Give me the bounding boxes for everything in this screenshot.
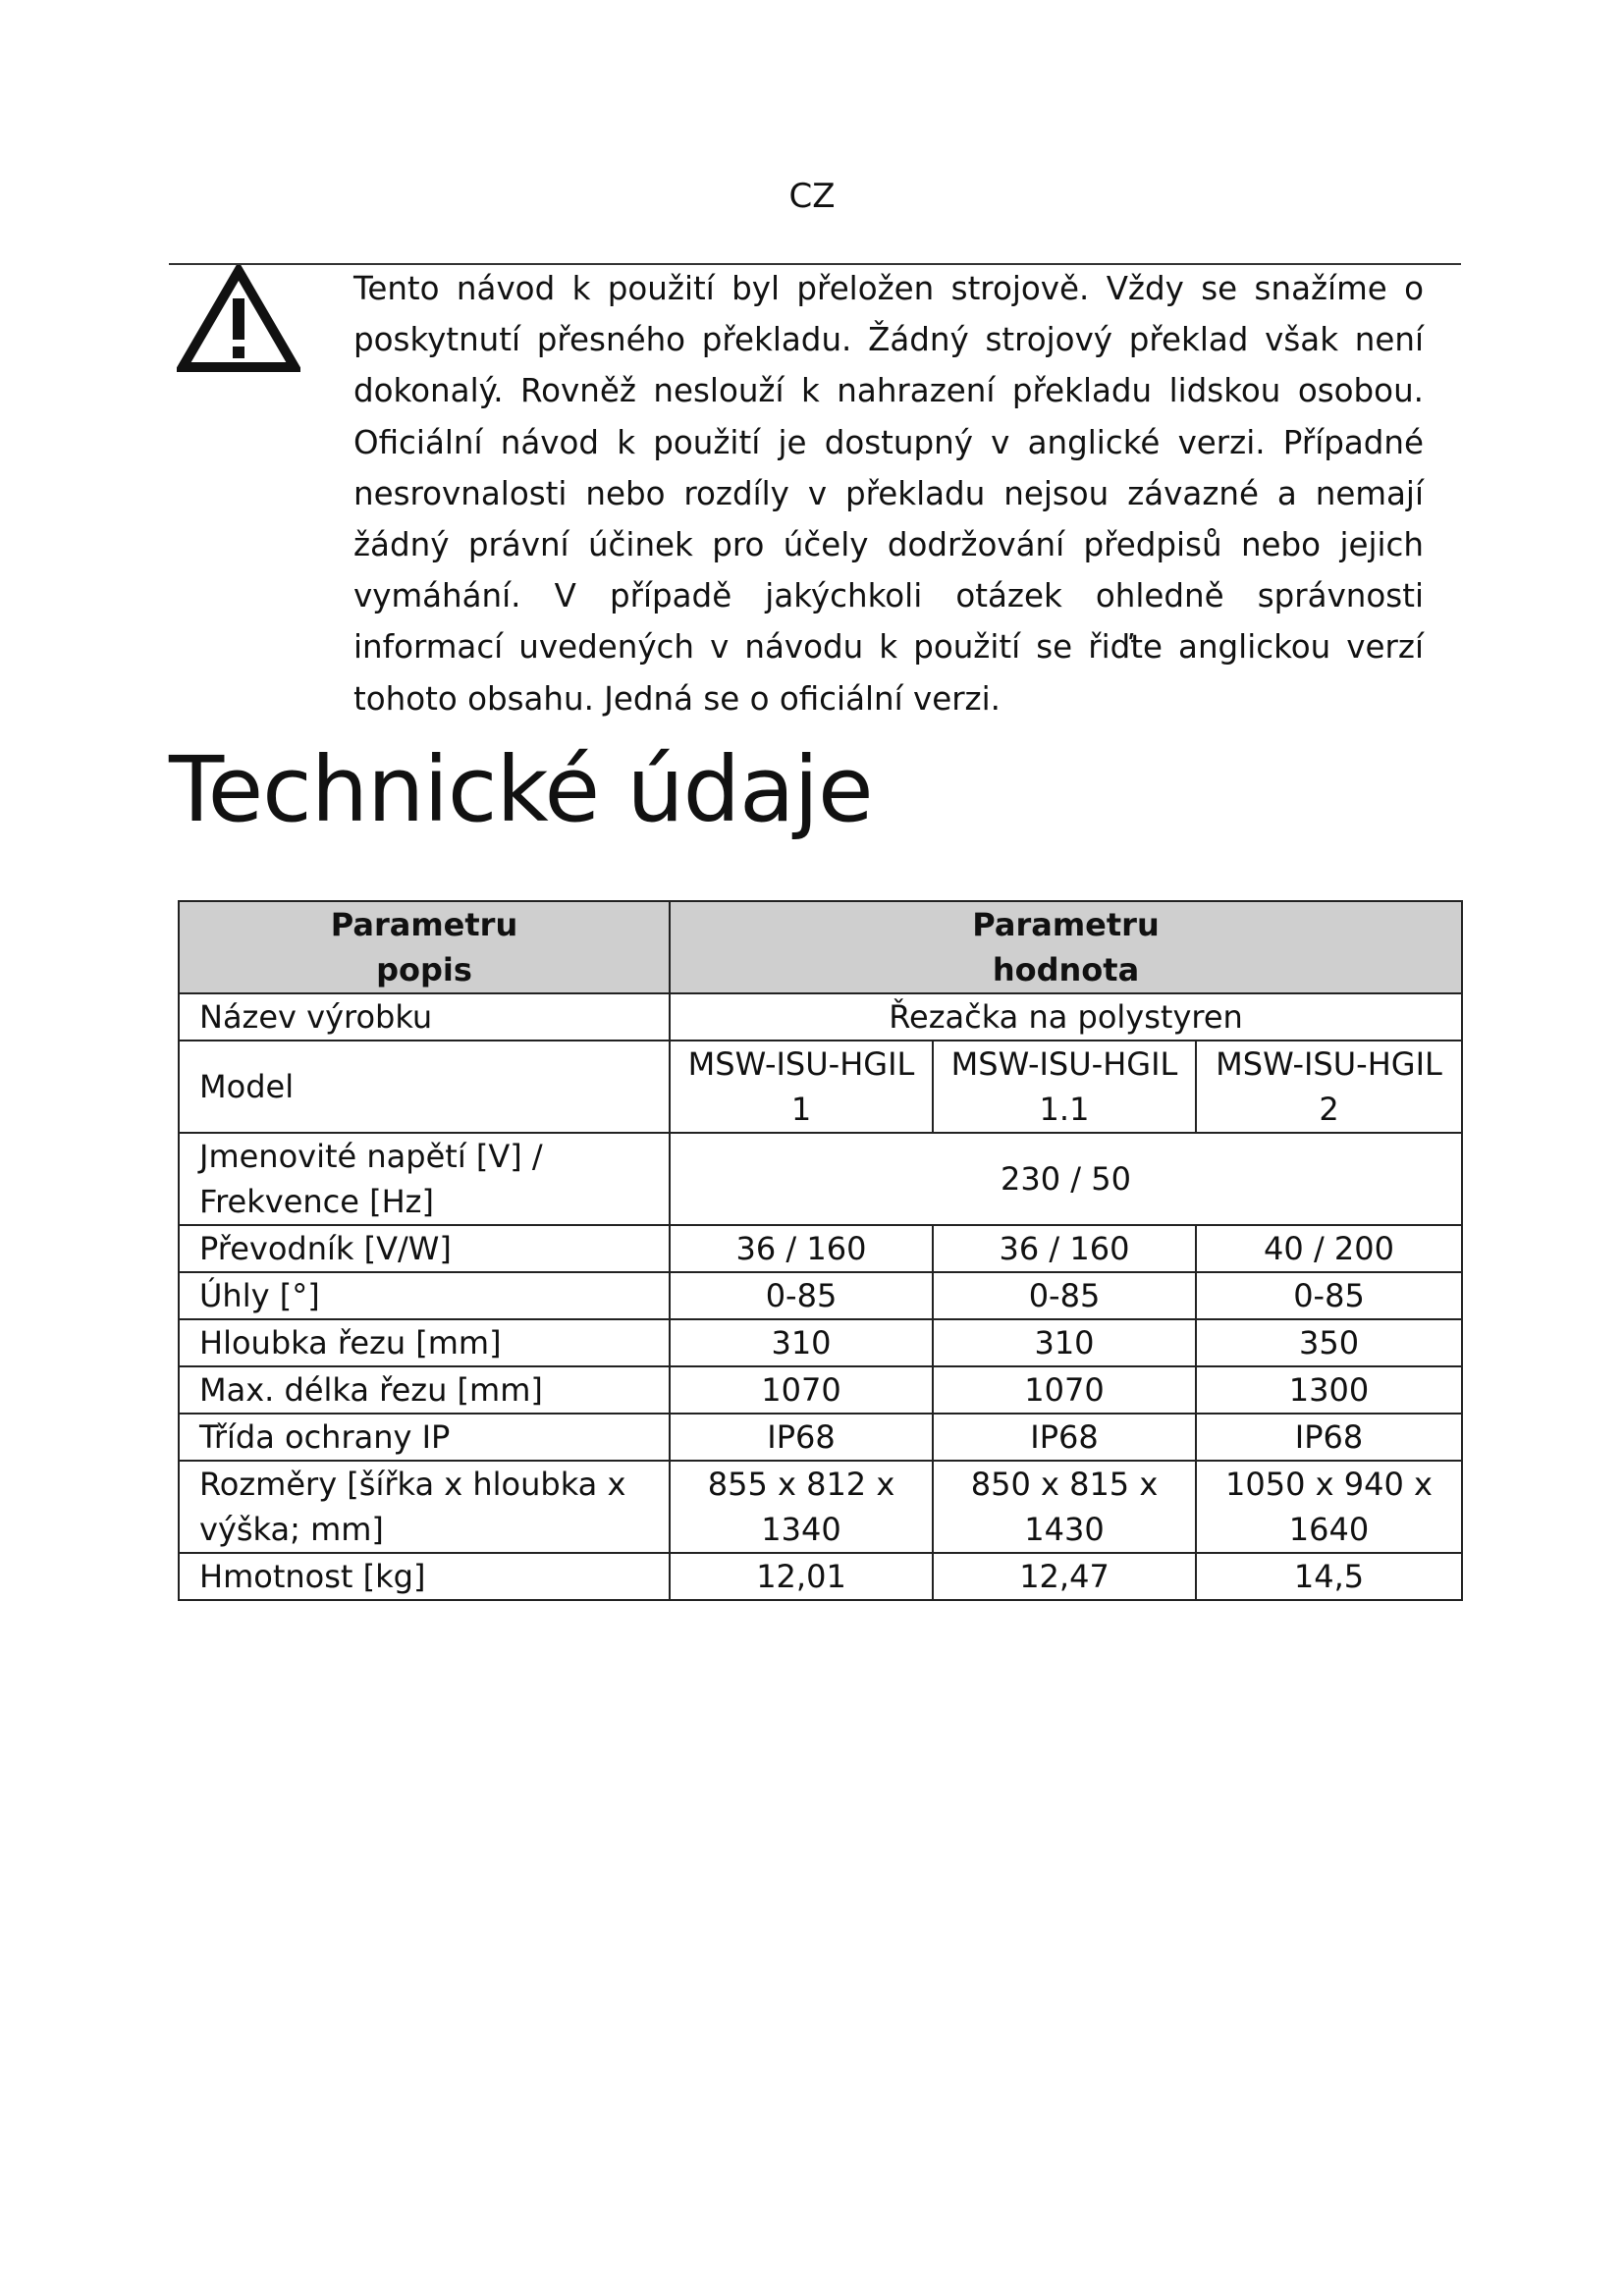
- table-row: [179, 1272, 1462, 1319]
- table-row: [179, 1041, 1462, 1133]
- row-label: Jmenovité napětí [V] / Frekvence [Hz]: [179, 1133, 670, 1225]
- cell-value: 850 x 815 x 1430: [933, 1461, 1196, 1553]
- cell-value: 0-85: [1196, 1272, 1462, 1319]
- table-row: [179, 1414, 1462, 1461]
- cell-value: MSW-ISU-HGIL 1.1: [933, 1041, 1196, 1133]
- cell-value: 855 x 812 x 1340: [670, 1461, 933, 1553]
- cell-value: 12,01: [670, 1553, 933, 1600]
- header-parameter-value: Parametru hodnota: [670, 901, 1462, 993]
- row-label: Rozměry [šířka x hloubka x výška; mm]: [179, 1461, 670, 1553]
- table-row: [179, 1319, 1462, 1366]
- cell-value: IP68: [1196, 1414, 1462, 1461]
- table-row: [179, 993, 1462, 1041]
- cell-value: 0-85: [933, 1272, 1196, 1319]
- table-row: [179, 1225, 1462, 1272]
- cell-value: 36 / 160: [933, 1225, 1196, 1272]
- cell-value: 1050 x 940 x 1640: [1196, 1461, 1462, 1553]
- cell-value: 36 / 160: [670, 1225, 933, 1272]
- cell-value: 1070: [670, 1366, 933, 1414]
- row-label: Hmotnost [kg]: [179, 1553, 670, 1600]
- table-row: [179, 1461, 1462, 1553]
- cell-value: 1070: [933, 1366, 1196, 1414]
- table-header-row: [179, 901, 1462, 993]
- cell-value: Řezačka na polystyren: [670, 993, 1462, 1041]
- section-title: Technické údaje: [169, 737, 873, 842]
- cell-value: 0-85: [670, 1272, 933, 1319]
- table-row: [179, 1366, 1462, 1414]
- row-label: Hloubka řezu [mm]: [179, 1319, 670, 1366]
- cell-value: MSW-ISU-HGIL 1: [670, 1041, 933, 1133]
- header-parameter-description: Parametru popis: [179, 901, 670, 993]
- cell-value: 12,47: [933, 1553, 1196, 1600]
- cell-value: IP68: [933, 1414, 1196, 1461]
- cell-value: 14,5: [1196, 1553, 1462, 1600]
- row-label: Třída ochrany IP: [179, 1414, 670, 1461]
- machine-translation-notice: [353, 263, 1424, 724]
- cell-value: 310: [670, 1319, 933, 1366]
- row-label: Úhly [°]: [179, 1272, 670, 1319]
- row-label: Převodník [V/W]: [179, 1225, 670, 1272]
- technical-specs-table: [178, 900, 1463, 1601]
- cell-value: MSW-ISU-HGIL 2: [1196, 1041, 1462, 1133]
- row-label: Název výrobku: [179, 993, 670, 1041]
- cell-value: 350: [1196, 1319, 1462, 1366]
- row-label: Model: [179, 1041, 670, 1133]
- language-code: CZ: [788, 177, 836, 216]
- cell-value: IP68: [670, 1414, 933, 1461]
- table-row: [179, 1133, 1462, 1225]
- cell-value: 310: [933, 1319, 1196, 1366]
- cell-value: 230 / 50: [670, 1133, 1462, 1225]
- notice-text: Tento návod k použití byl přeložen strojově. Vždy se snažíme o poskytnutí přesného překladu. Žádný strojový překlad však není dokonalý. Rovněž neslouží k nahrazení překladu lidskou osobou. Oficiální návod k použití je dostupný v anglické verzi. Případné nesrovnalosti nebo rozdíly v překladu nejsou závazné a nemají žádný právní účinek pro účely dodržování předpisů nebo jejich vymáhání. V případě jakýchkoli otázek ohledně správnosti informací uvedených v návodu k použití se řiďte anglickou verzí tohoto obsahu. Jedná se o oficiální verzi.: [353, 270, 1424, 718]
- cell-value: 1300: [1196, 1366, 1462, 1414]
- row-label: Max. délka řezu [mm]: [179, 1366, 670, 1414]
- warning-triangle-icon: [177, 265, 300, 375]
- table-row: [179, 1553, 1462, 1600]
- cell-value: 40 / 200: [1196, 1225, 1462, 1272]
